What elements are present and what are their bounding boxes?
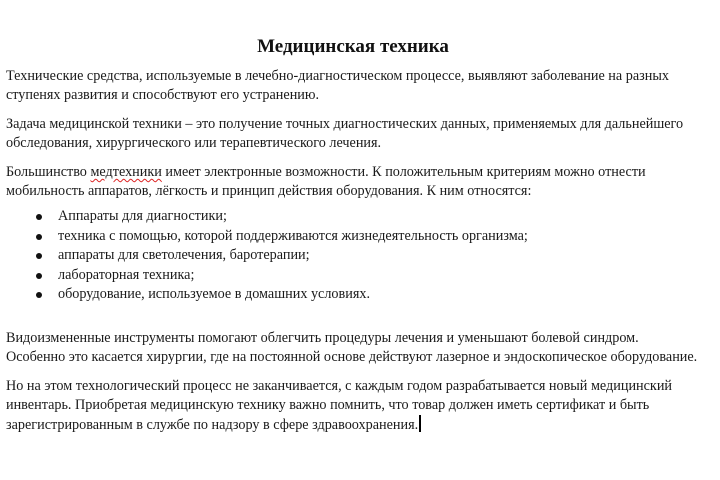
list-item-text: лабораторная техника;	[58, 266, 195, 283]
paragraph-conclusion-text: Но на этом технологический процесс не заканчивается, с каждым годом разрабатывается новый медицинский инвентарь. Приобретая медицинскую технику важно помнить, что товар должен иметь сертификат и быть зарегистрированным в службе по надзору в сфере здравоохранения.	[6, 377, 673, 433]
list-item-text: техника с помощью, которой поддерживаются жизнедеятельность организма;	[58, 227, 528, 244]
list-item	[36, 207, 700, 227]
paragraph-intro: Технические средства, используемые в лечебно-диагностическом процессе, выявляют заболевание на разных ступенях развития и способствуют его устранению.	[6, 68, 669, 103]
bullet-icon	[36, 273, 42, 279]
list-item-text: оборудование, используемое в домашних условиях.	[58, 286, 370, 302]
paragraph-majority	[6, 163, 700, 201]
empty-line	[6, 305, 700, 329]
paragraph-majority-end: имеет электронные возможности. К положительным критериям можно отнести мобильность аппаратов, лёгкость и принцип действия оборудования. К ним относятся:	[6, 164, 646, 199]
equipment-list	[6, 207, 700, 305]
bullet-icon	[36, 214, 42, 220]
list-item	[36, 266, 700, 286]
document-title: Медицинская техника	[257, 36, 449, 57]
bullet-icon	[36, 234, 42, 240]
list-item	[36, 246, 700, 266]
bullet-icon	[36, 292, 42, 298]
paragraph-task: Задача медицинской техники – это получение точных диагностических данных, применяемых для дальнейшего обследования, хирургического или терапевтического лечения.	[6, 116, 684, 151]
list-item-text: аппараты для светолечения, баротерапии;	[58, 247, 310, 263]
misspelled-word[interactable]: медтехники	[90, 164, 162, 180]
paragraph-instruments: Видоизмененные инструменты помогают облегчить процедуры лечения и уменьшают болевой синдром. Особенно это касается хирургии, где на постоянной основе действуют лазерное и эндоскопическое оборудование.	[6, 329, 698, 365]
paragraph-majority-start: Большинство	[6, 164, 91, 180]
paragraph-conclusion	[6, 377, 700, 435]
list-item-text: Аппараты для диагностики;	[58, 208, 227, 224]
text-cursor	[419, 415, 421, 432]
bullet-icon	[36, 253, 42, 259]
list-item	[36, 227, 700, 247]
list-item	[36, 285, 700, 305]
